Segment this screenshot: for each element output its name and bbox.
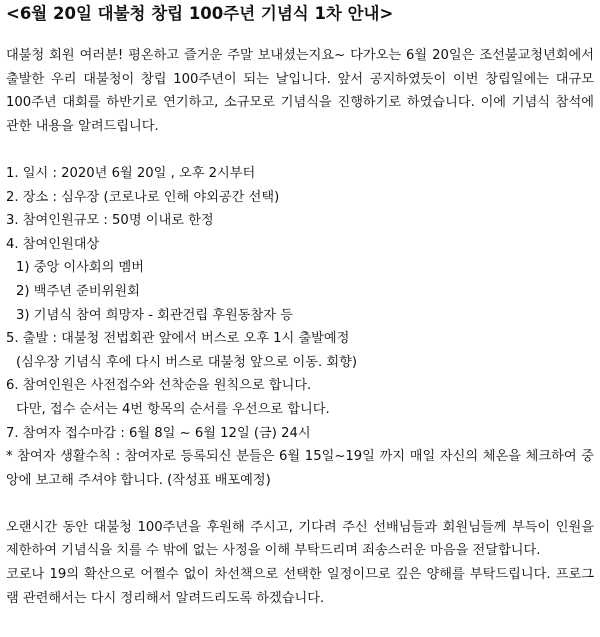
item-departure-note: (심우장 기념식 후에 다시 버스로 대불청 앞으로 이동. 회향) xyxy=(16,354,358,370)
item-departure: 5. 출발 : 대불청 전법회관 앞에서 버스로 오후 1시 출발예정 xyxy=(6,331,350,347)
closing-paragraph-2: 코로나 19의 확산으로 어쩔수 없이 차선책으로 선택한 일정이므로 깊은 양해를 부탁드립니다. 프로그램 관련해서는 다시 정리해서 알려드리도록 하겠습니다. xyxy=(6,567,594,606)
item-target-sub-2: 2) 백주년 준비위원회 xyxy=(16,283,140,299)
participant-rules-note: * 참여자 생활수칙 : 참여자로 등록되신 분들은 6월 15일~19일 까지 매일 자신의 체온을 체크하여 중앙에 보고해 주셔야 합니다. (작성표 배포예정) xyxy=(6,449,594,488)
intro-paragraph: 대불청 회원 여러분! 평온하고 즐거운 주말 보내셨는지요~ 다가오는 6월 20일은 조선불교청년회에서 출발한 우리 대불청이 창립 100주년이 되는 날입니다. 앞서 공지하였듯이 이번 창립일에는 대규모 100주년 대회를 하반기로 연기하고, 소규모로 기념식을 진행하기로 하였습니다. 이에 기념식 참석에 관한 내용을 알려드립니다. xyxy=(6,48,594,134)
item-capacity: 3. 참여인원규모 : 50명 이내로 한정 xyxy=(6,213,214,229)
item-schedule: 1. 일시 : 2020년 6월 20일 , 오후 2시부터 xyxy=(6,165,256,181)
item-location: 2. 장소 : 심우장 (코로나로 인해 야외공간 선택) xyxy=(6,189,280,205)
spacer xyxy=(6,492,594,516)
notice-title: <6월 20일 대불청 창립 100주년 기념식 1차 안내> xyxy=(6,4,394,23)
spacer xyxy=(6,138,594,162)
item-registration-rule: 6. 참여인원은 사전접수와 선착순을 원칙으로 합니다. xyxy=(6,378,312,394)
item-attendee-target: 4. 참여인원대상 xyxy=(6,236,100,252)
closing-paragraph-1: 오랜시간 동안 대불청 100주년을 후원해 주시고, 기다려 주신 선배님들과 회원님들께 부득이 인원을 제한하여 기념식을 치를 수 밖에 없는 사정을 이해 부탁드리며 죄송스러운 마음을 전달합니다. xyxy=(6,519,594,559)
notice-document xyxy=(6,0,594,610)
item-target-sub-3: 3) 기념식 참여 희망자 - 회관건립 후원동참자 등 xyxy=(16,307,293,323)
item-deadline: 7. 참여자 접수마감 : 6월 8일 ~ 6월 12일 (금) 24시 xyxy=(6,425,311,441)
item-registration-note: 다만, 접수 순서는 4번 항목의 순서를 우선으로 합니다. xyxy=(16,401,330,417)
notice-body xyxy=(6,44,594,610)
item-target-sub-1: 1) 중앙 이사회의 멤버 xyxy=(16,260,145,276)
